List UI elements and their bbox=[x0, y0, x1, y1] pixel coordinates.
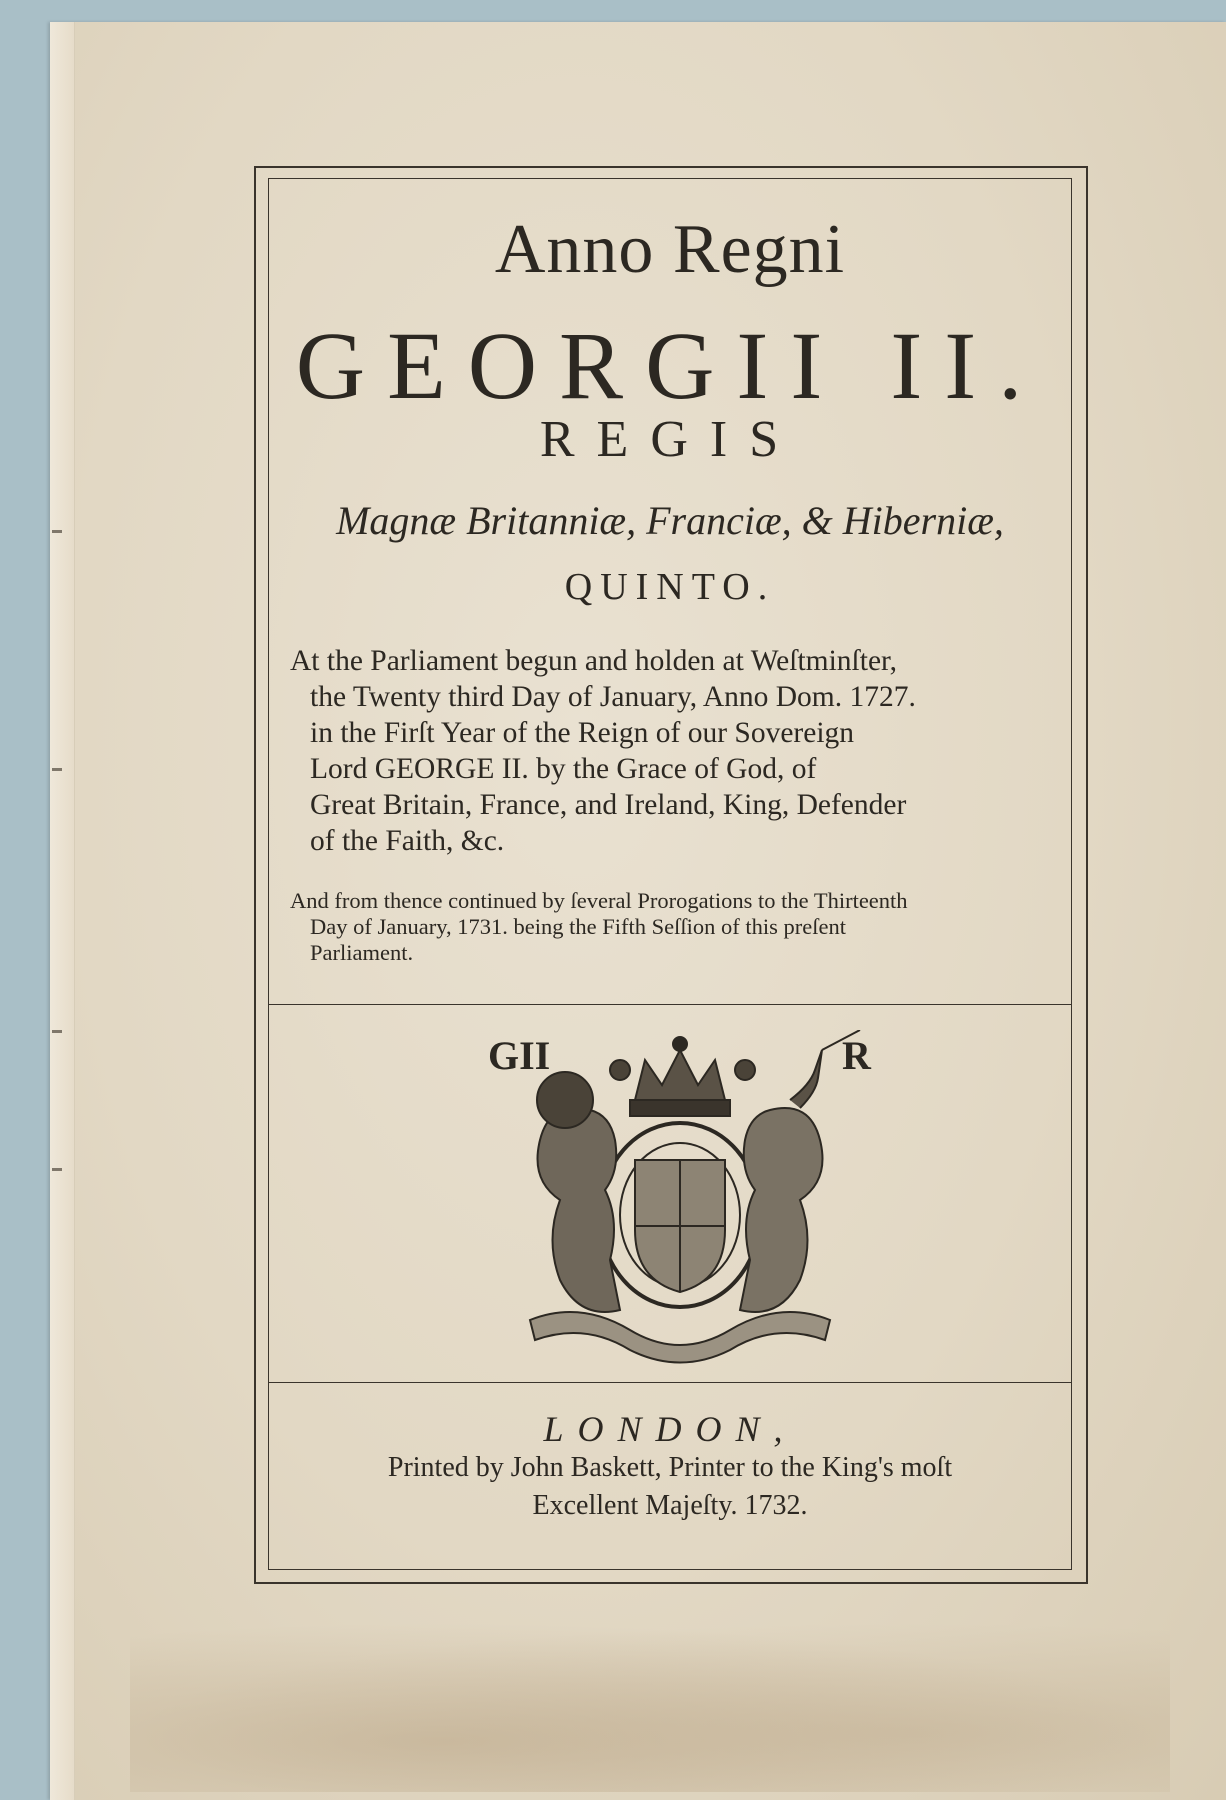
paragraph-line: in the Firſt Year of the Reign of our Sovereign bbox=[310, 717, 855, 749]
imprint-city: LONDON, bbox=[543, 1409, 797, 1449]
stitch-mark bbox=[52, 530, 62, 533]
title-quinto: QUINTO. bbox=[564, 566, 776, 608]
title-kingdoms: Magnæ Britanniæ, Franciæ, & Hiberniæ, bbox=[336, 498, 1004, 543]
imprint-printer: Printed by John Baskett, Printer to the King's moſt bbox=[387, 1452, 953, 1483]
stitch-mark bbox=[52, 1030, 62, 1033]
paragraph-line: of the Faith, &c. bbox=[310, 825, 505, 857]
section-rule bbox=[268, 1004, 1072, 1005]
royal-coat-of-arms-icon bbox=[470, 1030, 890, 1370]
paragraph-line: And from thence continued by ſeveral Prorogations to the Thirteenth bbox=[290, 888, 908, 913]
title-regis: REGIS bbox=[539, 411, 801, 468]
paragraph-line: the Twenty third Day of January, Anno Dom. 1727. bbox=[310, 681, 916, 713]
imprint-majesty-date: Excellent Majeſty. 1732. bbox=[532, 1490, 808, 1521]
royal-cipher-right: R bbox=[842, 1033, 871, 1078]
section-rule bbox=[268, 1382, 1072, 1383]
prorogation-paragraph bbox=[290, 888, 1072, 966]
royal-cipher-left: GII bbox=[488, 1033, 551, 1078]
paper-edge bbox=[50, 22, 75, 1800]
title-georgii: GEORGII II. bbox=[295, 312, 1045, 419]
paragraph-line: Day of January, 1731. being the Fifth Seſſion of this preſent bbox=[310, 914, 846, 939]
stitch-mark bbox=[52, 1168, 62, 1171]
stitch-mark bbox=[52, 768, 62, 771]
water-stain bbox=[130, 1622, 1170, 1792]
paragraph-line: Great Britain, France, and Ireland, King, Defender bbox=[310, 789, 907, 821]
paragraph-line: Lord GEORGE II. by the Grace of God, of bbox=[310, 753, 817, 785]
paragraph-line: At the Parliament begun and holden at Weſtminſter, bbox=[290, 645, 898, 677]
parliament-paragraph bbox=[290, 643, 1072, 859]
paragraph-line: Parliament. bbox=[310, 940, 414, 965]
title-anno-regni: Anno Regni bbox=[494, 211, 846, 288]
